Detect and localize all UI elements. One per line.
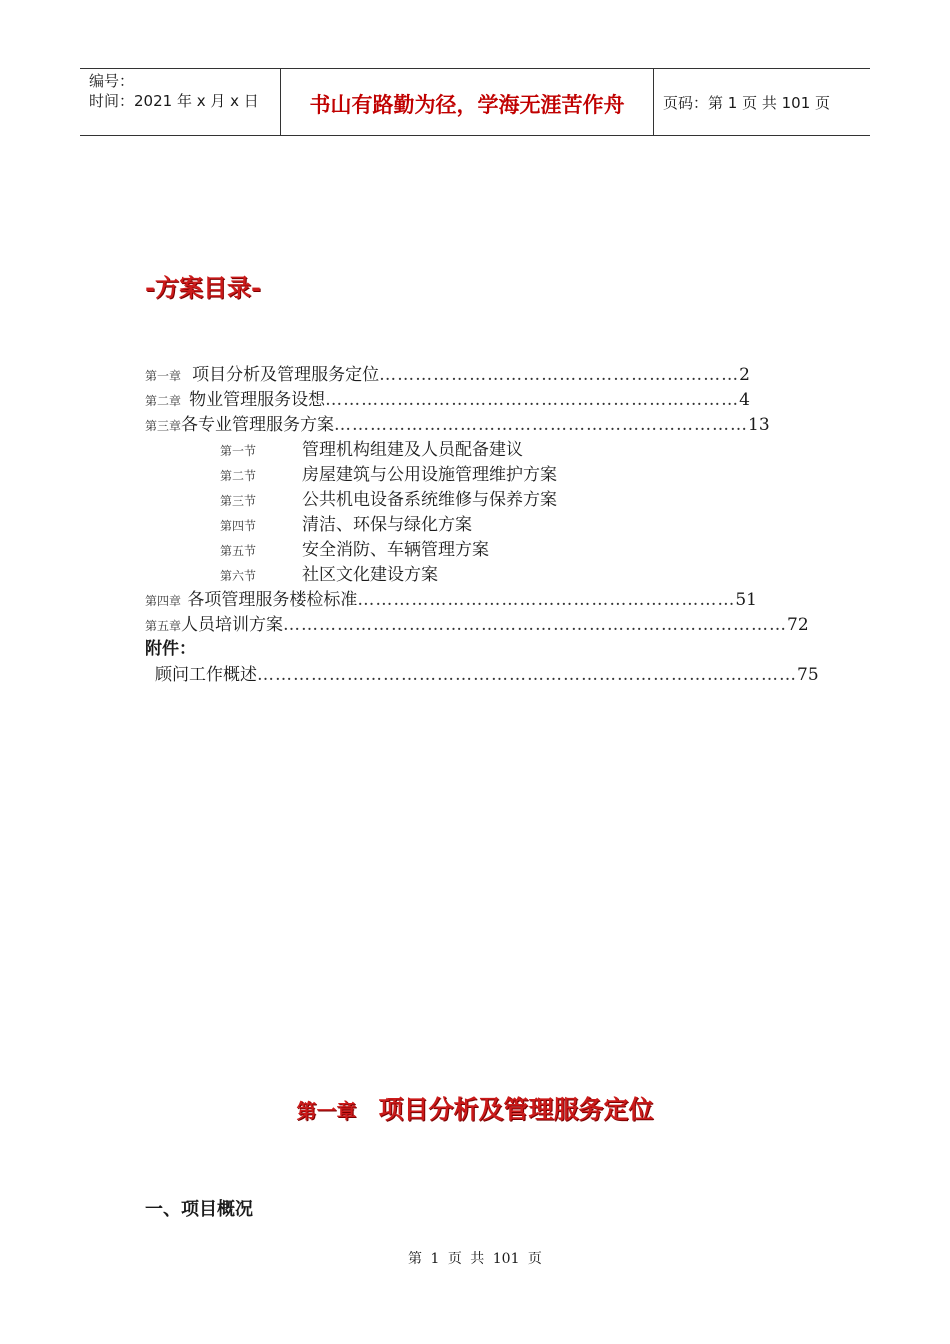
- chapter-number: 第一章: [296, 1099, 357, 1123]
- toc-entry-page: 4: [739, 390, 750, 410]
- toc-entry-number: 第一节: [220, 444, 257, 458]
- toc-entry-label: 项目分析及管理服务定位: [192, 365, 380, 385]
- toc-entry-section-5[interactable]: [220, 535, 489, 560]
- document-number-label: 编号：: [89, 72, 135, 90]
- appendix-label: 附件：: [145, 639, 196, 659]
- toc-entry-leader: ……………………………………………………………: [334, 415, 749, 435]
- toc-entry-label: 公共机电设备系统维修与保养方案: [302, 490, 557, 510]
- toc-entry-label: 顾问工作概述: [155, 665, 257, 685]
- toc-entry-section-3[interactable]: [220, 485, 557, 510]
- toc-entry-page: 75: [797, 665, 819, 685]
- toc-entry-number: 第二章: [145, 394, 182, 408]
- toc-entry-appendix[interactable]: [155, 660, 819, 685]
- toc-entry-section-6[interactable]: [220, 560, 438, 585]
- toc-entry-section-4[interactable]: [220, 510, 472, 535]
- section-heading: 一、项目概况: [145, 1199, 253, 1220]
- toc-entry-label: 各专业管理服务方案: [181, 415, 335, 435]
- toc-entry-label: 各项管理服务楼检标准: [187, 590, 358, 610]
- toc-entry-label: 人员培训方案: [181, 615, 284, 635]
- toc-entry-number: 第六节: [220, 569, 257, 583]
- toc-entry-leader: ………………………………………………………: [357, 590, 736, 610]
- toc-entry-number: 第四节: [220, 519, 257, 533]
- toc-entry-number: 第四章: [145, 594, 182, 608]
- toc-entry-leader: ………………………………………………………………………………: [257, 665, 797, 685]
- chapter-title: 项目分析及管理服务定位: [378, 1095, 654, 1124]
- toc-entry-label: 房屋建筑与公用设施管理维护方案: [302, 465, 557, 485]
- header-table: [80, 68, 870, 136]
- toc-entry-label: 管理机构组建及人员配备建议: [302, 440, 523, 460]
- toc-entry-number: 第三节: [220, 494, 257, 508]
- toc-entry-chapter-2[interactable]: [145, 385, 750, 410]
- toc-entry-number: 第五节: [220, 544, 257, 558]
- toc-entry-page: 2: [739, 365, 750, 385]
- toc-entry-section-1[interactable]: [220, 435, 523, 460]
- document-date-label: 时间：2021 年 x 月 x 日: [89, 92, 259, 110]
- toc-entry-page: 51: [735, 590, 757, 610]
- toc-entry-leader: …………………………………………………………………………: [283, 615, 788, 635]
- toc-entry-chapter-5[interactable]: [145, 610, 809, 635]
- toc-entry-page: 72: [787, 615, 809, 635]
- toc-entry-label: 物业管理服务设想: [189, 390, 326, 410]
- page-footer: 第 1 页 共 101 页: [408, 1251, 542, 1267]
- toc-entry-number: 第一章: [145, 369, 182, 383]
- toc-title: -方案目录-: [145, 274, 261, 302]
- toc-entry-label: 社区文化建设方案: [302, 565, 438, 585]
- toc-entry-leader: ……………………………………………………: [379, 365, 740, 385]
- toc-entry-label: 安全消防、车辆管理方案: [302, 540, 489, 560]
- toc-entry-page: 13: [748, 415, 770, 435]
- toc-entry-section-2[interactable]: [220, 460, 557, 485]
- toc-entry-chapter-4[interactable]: [145, 585, 757, 610]
- toc-entry-chapter-3[interactable]: [145, 410, 770, 435]
- header-meta-cell: [80, 69, 281, 135]
- toc-entry-chapter-1[interactable]: [145, 360, 750, 385]
- toc-entry-number: 第五章: [145, 619, 182, 633]
- header-motto: 书山有路勤为径，学海无涯苦作舟: [281, 69, 654, 135]
- toc-entry-number: 第三章: [145, 419, 182, 433]
- header-page-info: 页码：第 1 页 共 101 页: [663, 93, 831, 112]
- toc-entry-number: 第二节: [220, 469, 257, 483]
- toc-entry-leader: ……………………………………………………………: [325, 390, 740, 410]
- toc-entry-label: 清洁、环保与绿化方案: [302, 515, 472, 535]
- chapter-heading: [0, 1090, 950, 1126]
